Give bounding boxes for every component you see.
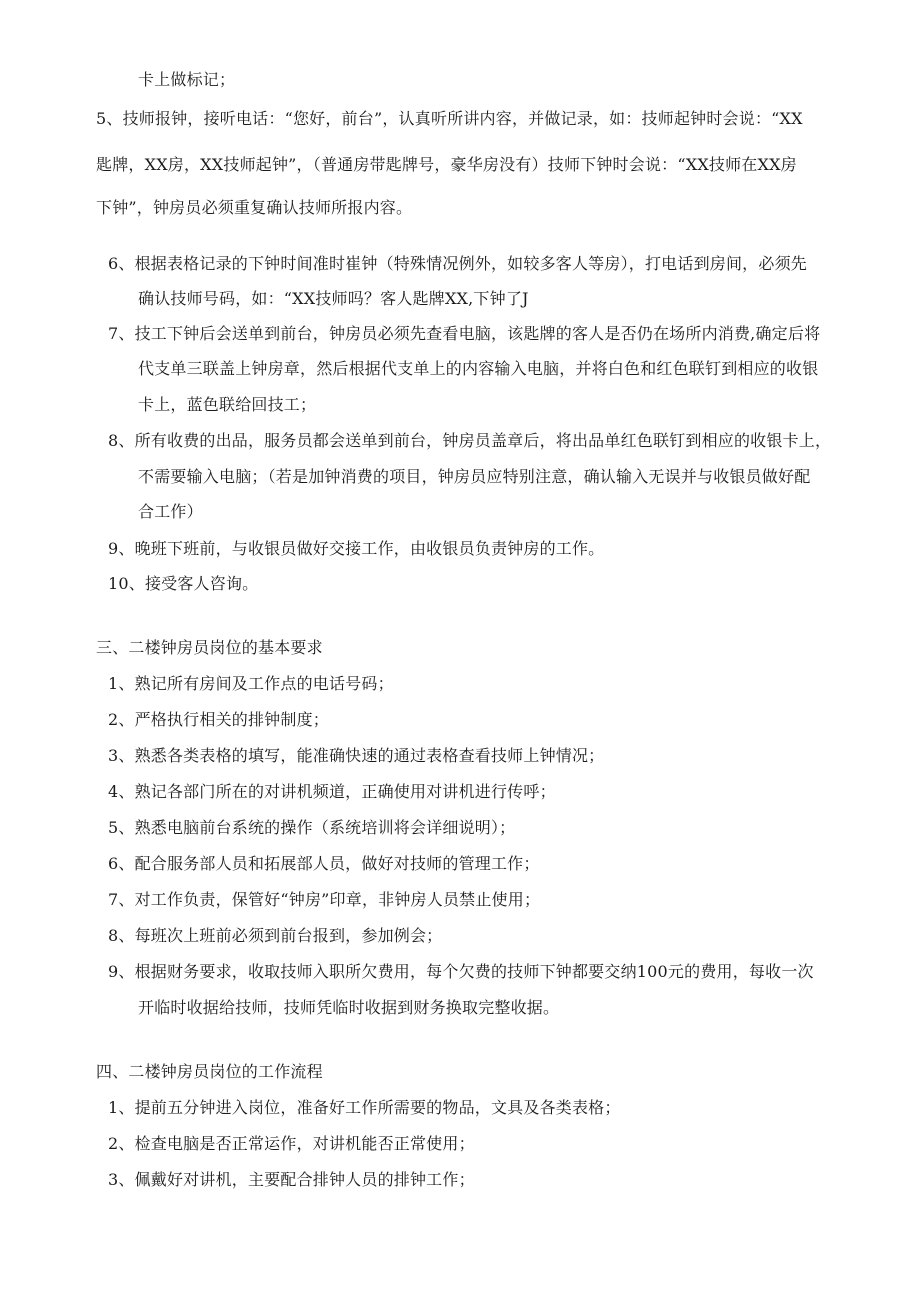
text-line: 6、根据表格记录的下钟时间准时崔钟（特殊情况例外，如较多客人等房），打电话到房间，必须先 (108, 254, 807, 273)
text-line: 1、熟记所有房间及工作点的电话号码； (108, 674, 394, 693)
text-line: 9、晚班下班前，与收银员做好交接工作，由收银员负责钟房的工作。 (108, 539, 605, 558)
text-line: 5、技师报钟，接听电话：“您好，前台”，认真听所讲内容，并做记录，如：技师起钟时会说：“XX (96, 109, 803, 128)
text-line: 3、熟悉各类表格的填写，能准确快速的通过表格查看技师上钟情况； (108, 746, 605, 765)
text-line: 9、根据财务要求，收取技师入职所欠费用，每个欠费的技师下钟都要交纳100元的费用，每收一次 (108, 962, 814, 981)
text-line: 6、配合服务部人员和拓展部人员，做好对技师的管理工作； (108, 854, 540, 873)
text-line: 8、每班次上班前必须到前台报到，参加例会； (108, 926, 443, 945)
text-line: 5、熟悉电脑前台系统的操作（系统培训将会详细说明）； (108, 818, 516, 837)
text-line: 下钟”，钟房员必须重复确认技师所报内容。 (96, 198, 413, 217)
text-line: 卡上做标记； (138, 70, 236, 89)
text-line: 10、接受客人咨询。 (108, 574, 259, 593)
text-line: 2、检查电脑是否正常运作，对讲机能否正常使用； (108, 1134, 475, 1153)
text-line: 确认技师号码，如：“XX技师吗？客人匙牌XX,下钟了J (138, 289, 529, 308)
text-line: 开临时收据给技师，技师凭临时收据到财务换取完整收据。 (138, 998, 560, 1017)
text-line: 3、佩戴好对讲机，主要配合排钟人员的排钟工作； (108, 1170, 475, 1189)
text-line: 1、提前五分钟进入岗位，准备好工作所需要的物品，文具及各类表格； (108, 1098, 621, 1117)
text-line: 7、技工下钟后会送单到前台，钟房员必须先查看电脑，该匙牌的客人是否仍在场所内消费,确定后将 (108, 324, 821, 343)
text-line: 7、对工作负责，保管好“钟房”印章，非钟房人员禁止使用； (108, 890, 541, 909)
text-line: 代支单三联盖上钟房章，然后根据代支单上的内容输入电脑，并将白色和红色联钉到相应的收银 (138, 359, 819, 378)
section-heading: 三、二楼钟房员岗位的基本要求 (96, 638, 323, 657)
text-line: 卡上，蓝色联给回技工； (138, 395, 317, 414)
section-heading: 四、二楼钟房员岗位的工作流程 (96, 1062, 323, 1081)
text-line: 4、熟记各部门所在的对讲机频道，正确使用对讲机进行传呼； (108, 782, 556, 801)
text-line: 2、严格执行相关的排钟制度； (108, 710, 329, 729)
text-line: 8、所有收费的出品，服务员都会送单到前台，钟房员盖章后，将出品单红色联钉到相应的收银卡上， (108, 431, 832, 450)
text-line: 匙牌，XX房，XX技师起钟”，（普通房带匙牌号，豪华房没有）技师下钟时会说：“XX技师在XX房 (96, 155, 797, 174)
text-line: 不需要输入电脑；（若是加钟消费的项目，钟房员应特别注意，确认输入无误并与收银员做好配 (138, 467, 811, 486)
text-line: 合工作） (138, 502, 203, 521)
